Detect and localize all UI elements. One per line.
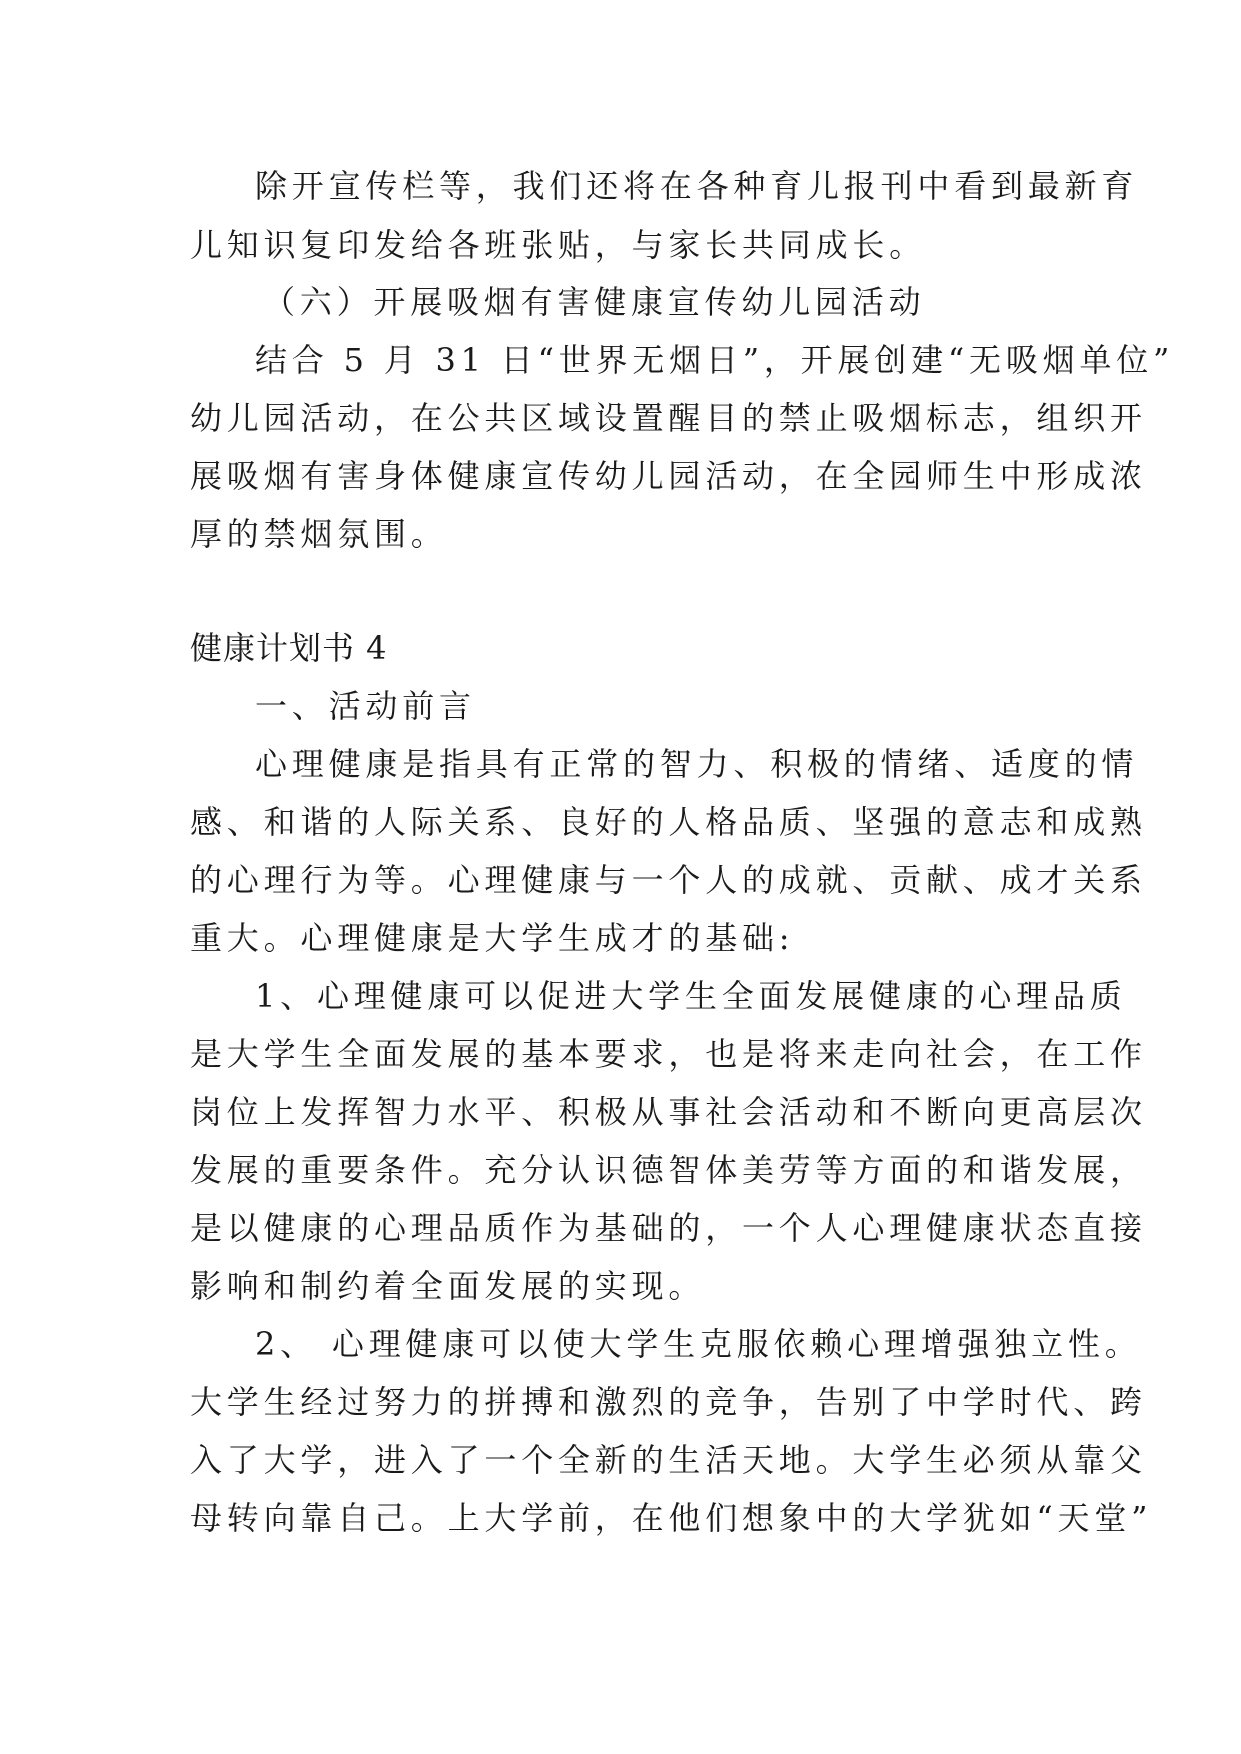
paragraph-line: 是大学生全面发展的基本要求，也是将来走向社会，在工作	[190, 1035, 1147, 1073]
paragraph-line: 儿知识复印发给各班张贴，与家长共同成长。	[190, 226, 927, 264]
paragraph-line: 重大。心理健康是大学生成才的基础:	[190, 919, 795, 957]
paragraph-line: 母转向靠自己。上大学前，在他们想象中的大学犹如“天堂”	[190, 1499, 1153, 1537]
section-subheading: 一、活动前言	[255, 687, 476, 725]
paragraph-line: 岗位上发挥智力水平、积极从事社会活动和不断向更高层次	[190, 1093, 1147, 1131]
document-heading: 健康计划书 4	[190, 629, 388, 667]
paragraph-line: 感、和谐的人际关系、良好的人格品质、坚强的意志和成熟	[190, 803, 1147, 841]
paragraph-line: 1、心理健康可以促进大学生全面发展健康的心理品质	[255, 977, 1127, 1015]
paragraph-line: 结合 5 月 31 日“世界无烟日”，开展创建“无吸烟单位”	[255, 341, 1175, 379]
paragraph-line: 幼儿园活动，在公共区域设置醒目的禁止吸烟标志，组织开	[190, 399, 1147, 437]
paragraph-line: 除开宣传栏等，我们还将在各种育儿报刊中看到最新育	[255, 167, 1139, 205]
paragraph-line: 大学生经过努力的拼搏和激烈的竞争，告别了中学时代、跨	[190, 1383, 1147, 1421]
paragraph-line: 的心理行为等。心理健康与一个人的成就、贡献、成才关系	[190, 861, 1147, 899]
paragraph-line: 2、 心理健康可以使大学生克服依赖心理增强独立性。	[255, 1325, 1142, 1363]
paragraph-line: 展吸烟有害身体健康宣传幼儿园活动，在全园师生中形成浓	[190, 457, 1147, 495]
paragraph-line: 心理健康是指具有正常的智力、积极的情绪、适度的情	[255, 745, 1139, 783]
paragraph-line: 影响和制约着全面发展的实现。	[190, 1267, 706, 1305]
paragraph-line: 厚的禁烟氛围。	[190, 515, 448, 553]
paragraph-line: 是以健康的心理品质作为基础的，一个人心理健康状态直接	[190, 1209, 1147, 1247]
paragraph-line: 发展的重要条件。充分认识德智体美劳等方面的和谐发展，	[190, 1151, 1147, 1189]
section-subheading: （六）开展吸烟有害健康宣传幼儿园活动	[263, 283, 926, 321]
paragraph-line: 入了大学，进入了一个全新的生活天地。大学生必须从靠父	[190, 1441, 1147, 1479]
